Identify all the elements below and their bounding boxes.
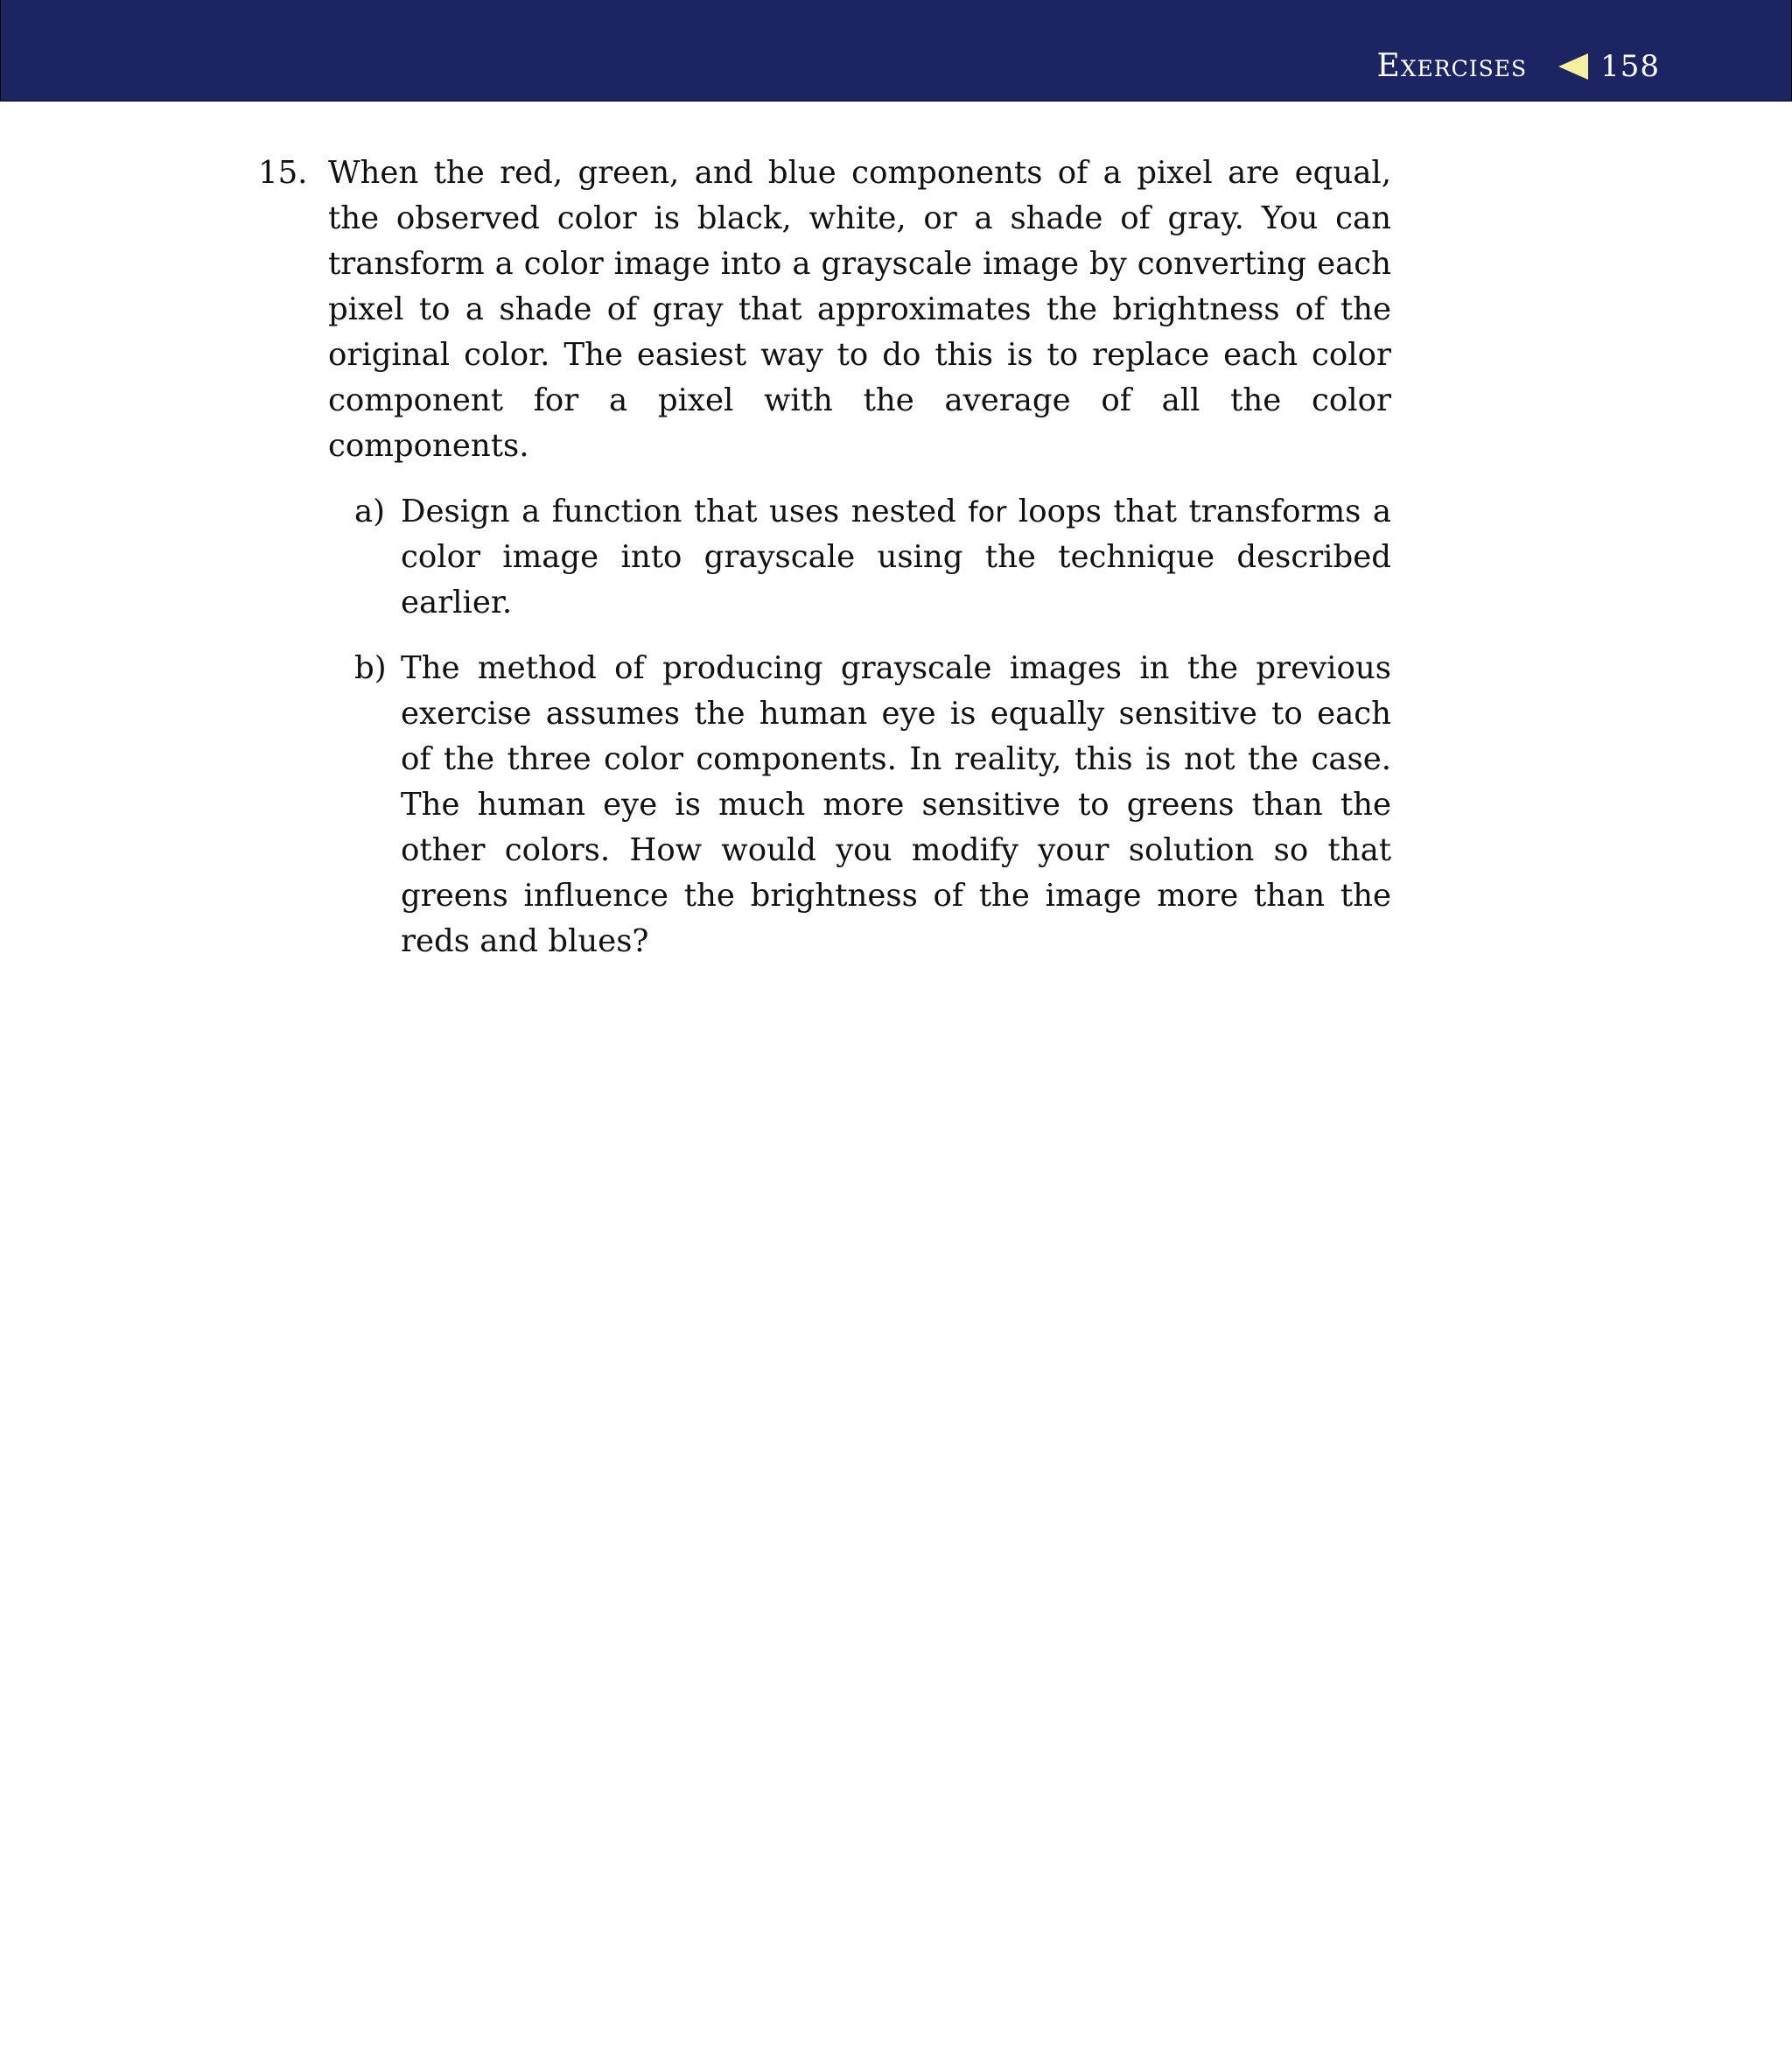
- exercise-content: [258, 151, 1391, 985]
- page-number: 158: [1600, 49, 1660, 84]
- part-label: a): [354, 494, 386, 529]
- exercise-intro: When the red, green, and blue components of a pixel are equal, the observed color is black, white, or a shade of gray. You can transform a color image into a grayscale image by converting each pixel to a shade of gray that approximates the brightness of the original color. The easiest way to do this is to replace each color component for a pixel with the average of all the color components.: [328, 155, 1391, 464]
- section-title: Exercises: [1376, 48, 1528, 84]
- exercise-number: 15.: [258, 155, 308, 191]
- part-text: The method of producing grayscale images in the previous exercise assumes the human eye is equally sensitive to each of the three color components. In reality, this is not the case. The human eye is much more sensitive to greens than the other colors. How would you modify your solution so that greens influence the brightness of the image more than the reds and blues?: [401, 650, 1391, 959]
- exercise-item: [258, 151, 1391, 985]
- part-text-before: Design a function that uses nested: [401, 494, 969, 529]
- header-bar: [0, 0, 1792, 102]
- code-keyword: for: [968, 495, 1007, 529]
- exercise-body: [328, 151, 1391, 985]
- part-label: b): [354, 650, 387, 686]
- running-head: [1376, 48, 1660, 84]
- exercise-part-b: [354, 646, 1391, 964]
- part-text: [401, 489, 1391, 626]
- part-text-after: loops that transforms a color image into grayscale using the technique described earlier.: [401, 494, 1391, 620]
- exercise-part-a: [354, 489, 1391, 626]
- exercise-parts: [328, 489, 1391, 964]
- left-triangle-icon: [1558, 53, 1588, 80]
